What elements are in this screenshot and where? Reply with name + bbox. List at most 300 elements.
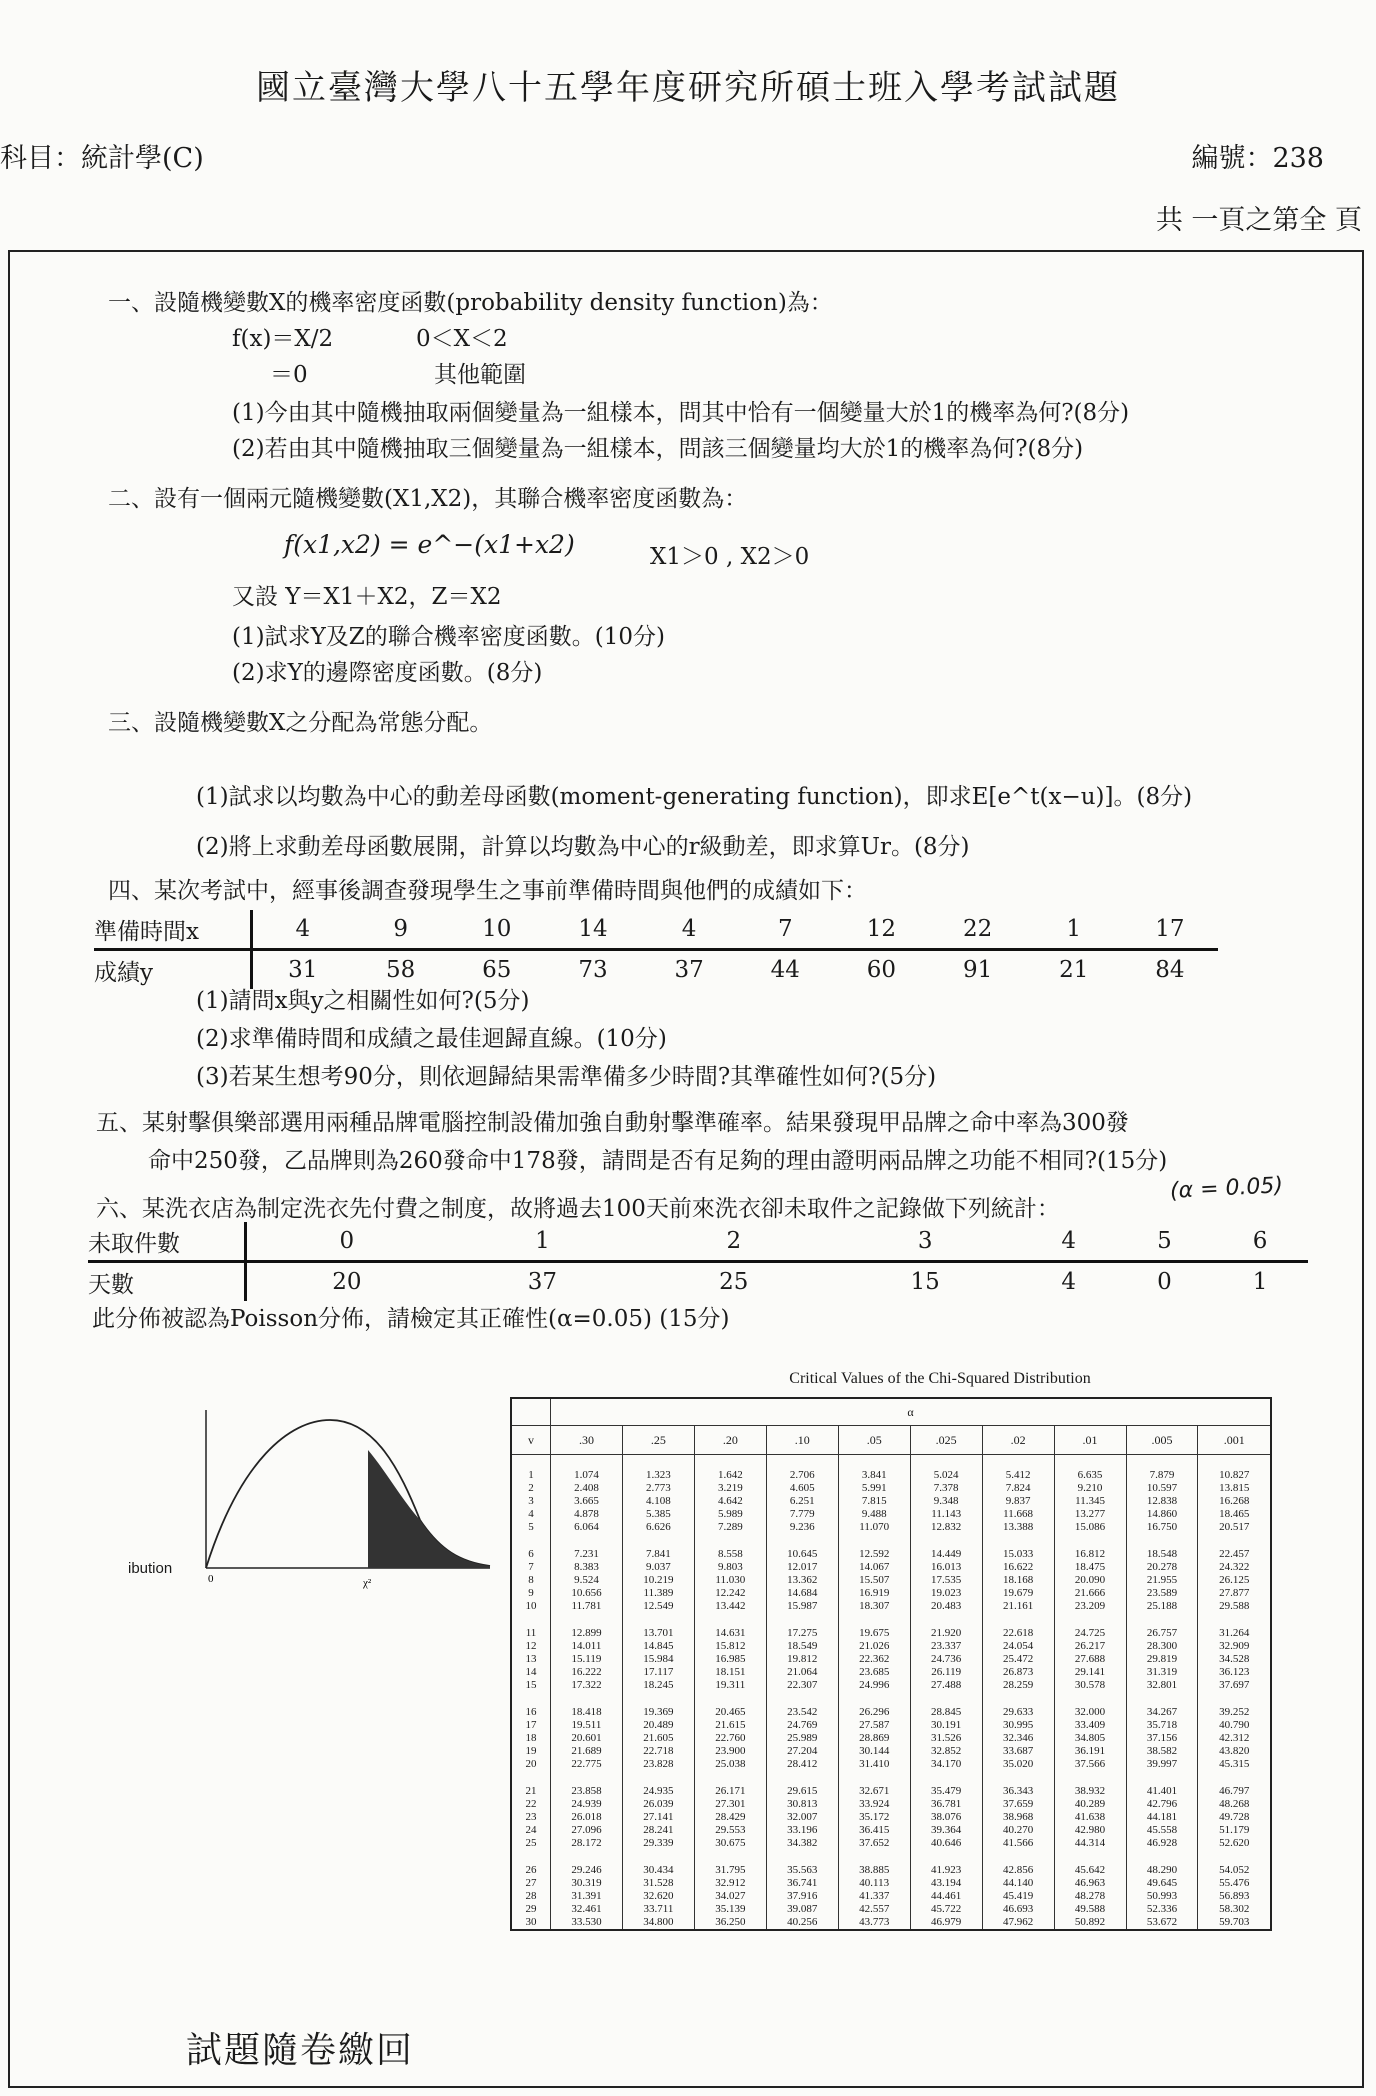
alpha-header: .30 [551,1426,623,1455]
table-cell: 21.161 [982,1600,1054,1613]
table-cell: 32.620 [622,1890,694,1903]
table-cell: 40.646 [910,1837,982,1850]
q2-part1: (1)試求Y及Z的聯合機率密度函數。(10分) [232,624,665,650]
table-cell: 37.566 [1054,1758,1126,1771]
table-cell: 44.140 [982,1877,1054,1890]
table-cell: 38.076 [910,1811,982,1824]
table-cell: 30.813 [766,1798,838,1811]
table-cell: 9.488 [838,1508,910,1521]
table-cell: 14 [545,910,641,950]
table-cell: 15.119 [551,1653,623,1666]
table-cell: 49.645 [1126,1877,1198,1890]
table-cell: 45.315 [1198,1758,1271,1771]
table-cell: 65 [482,957,512,983]
table-cell: 45.722 [910,1903,982,1916]
table-cell: 21.615 [694,1719,766,1732]
df-cell: 13 [511,1653,551,1666]
table-cell: 10.219 [622,1574,694,1587]
table-cell: 23.542 [766,1692,838,1719]
table-row [511,1719,1271,1732]
table-cell: 45.419 [982,1890,1054,1903]
df-cell: 16 [511,1692,551,1719]
table-cell: 25.038 [694,1758,766,1771]
table-cell: 29.246 [551,1850,623,1877]
table-cell: 29.553 [694,1824,766,1837]
table-cell: 18.548 [1126,1534,1198,1561]
table-cell: 29.633 [982,1692,1054,1719]
table-cell: 33.409 [1054,1719,1126,1732]
table-row [511,1613,1271,1640]
table-row [511,1916,1271,1930]
table-cell: 17.117 [622,1666,694,1679]
table-cell: 37.697 [1198,1679,1271,1692]
table-cell: 32.007 [766,1811,838,1824]
table-cell: 44.314 [1054,1837,1126,1850]
q2-formula: f(x1,x2) = e^−(x1+x2) [284,530,575,559]
table-row [511,1745,1271,1758]
table-cell: 36.415 [838,1824,910,1837]
table-cell: 30.144 [838,1745,910,1758]
table-cell: 42.856 [982,1850,1054,1877]
table-cell: 46.797 [1198,1771,1271,1798]
table-cell: 28.845 [910,1692,982,1719]
table-row [511,1692,1271,1719]
table-cell: 6.064 [551,1521,623,1534]
q1-part2: (2)若由其中隨機抽取三個變量為一組樣本，問該三個變量均大於1的機率為何?(8分) [232,436,1084,462]
table-cell: 22.362 [838,1653,910,1666]
table-cell: 1.323 [622,1455,694,1483]
df-cell: 12 [511,1640,551,1653]
table-cell: 16.750 [1126,1521,1198,1534]
df-cell: 1 [511,1455,551,1483]
table-cell: 41.401 [1126,1771,1198,1798]
table-row [511,1771,1271,1798]
table-cell: 27.688 [1054,1653,1126,1666]
table-cell: 39.087 [766,1903,838,1916]
table-cell: 20.278 [1126,1561,1198,1574]
table-cell: 17.322 [551,1679,623,1692]
table-cell: 23.589 [1126,1587,1198,1600]
table-cell: 49.588 [1054,1903,1126,1916]
table-cell: 8.383 [551,1561,623,1574]
table-cell: 37.916 [766,1890,838,1903]
table-cell: 7.378 [910,1482,982,1495]
table-cell: 3 [829,1222,1020,1262]
table-cell: 28.241 [622,1824,694,1837]
chi-squared-curve-figure [120,1400,500,1600]
alpha-header: .05 [838,1426,910,1455]
table-cell: 28.172 [551,1837,623,1850]
table-cell: 4.878 [551,1508,623,1521]
q4-stem: 四、某次考試中，經事後調查發現學生之事前準備時間與他們的成績如下： [108,878,867,904]
table-cell: 28.259 [982,1679,1054,1692]
table-cell: 36.250 [694,1916,766,1930]
figure-caption-fragment: ibution [128,1560,173,1577]
table-cell: 15.033 [982,1534,1054,1561]
table-cell: 46.979 [910,1916,982,1930]
table-cell: 18.307 [838,1600,910,1613]
table-cell: 29.141 [1054,1666,1126,1679]
table-cell: 36.123 [1198,1666,1271,1679]
table-cell: 16.919 [838,1587,910,1600]
table-cell: 15.984 [622,1653,694,1666]
return-notice: 試題隨卷繳回 [186,2030,415,2071]
alpha-header: .02 [982,1426,1054,1455]
table-cell: 5.991 [838,1482,910,1495]
table-cell: 46.963 [1054,1877,1126,1890]
table-cell: 48.278 [1054,1890,1126,1903]
table-cell: 21.026 [838,1640,910,1653]
table-cell: 18.418 [551,1692,623,1719]
table-cell: 39.252 [1198,1692,1271,1719]
table-cell: 15.812 [694,1640,766,1653]
table-cell: 12.899 [551,1613,623,1640]
table-cell: 0 [1157,1269,1172,1295]
table-cell: 37 [674,957,704,983]
table-cell: 10.827 [1198,1455,1271,1483]
table-cell: 19.023 [910,1587,982,1600]
table-cell: 24.725 [1054,1613,1126,1640]
table-cell: 21.666 [1054,1587,1126,1600]
table-cell: 38.582 [1126,1745,1198,1758]
q6-row-counts-label: 未取件數 [88,1222,246,1262]
table-cell: 43.820 [1198,1745,1271,1758]
table-cell: 14.067 [838,1561,910,1574]
table-cell: 28.412 [766,1758,838,1771]
alpha-header: .001 [1198,1426,1271,1455]
table-cell: 14.449 [910,1534,982,1561]
table-cell: 11.668 [982,1508,1054,1521]
table-cell: 37.156 [1126,1732,1198,1745]
table-cell: 12.549 [622,1600,694,1613]
table-cell: 25 [719,1269,749,1295]
table-row [511,1482,1271,1495]
table-cell: 48.268 [1198,1798,1271,1811]
table-cell: 11.143 [910,1508,982,1521]
table-row [511,1534,1271,1561]
table-cell: 35.718 [1126,1719,1198,1732]
table-cell: 39.364 [910,1824,982,1837]
table-cell: 11.389 [622,1587,694,1600]
table-cell: 35.479 [910,1771,982,1798]
table-cell: 14.684 [766,1587,838,1600]
table-cell: 19.679 [982,1587,1054,1600]
table-cell: 5.412 [982,1455,1054,1483]
df-cell: 26 [511,1850,551,1877]
table-cell: 1 [1026,910,1122,950]
table-cell: 27.877 [1198,1587,1271,1600]
table-cell: 45.642 [1054,1850,1126,1877]
table-cell: 16.222 [551,1666,623,1679]
table-cell: 7.231 [551,1534,623,1561]
table-row [511,1758,1271,1771]
table-cell: 23.209 [1054,1600,1126,1613]
table-cell: 40.256 [766,1916,838,1930]
table-cell: 20.489 [622,1719,694,1732]
table-cell: 21.920 [910,1613,982,1640]
table-row [511,1732,1271,1745]
table-cell: 10 [449,910,545,950]
table-cell: 40.113 [838,1877,910,1890]
table-cell: 20.465 [694,1692,766,1719]
table-cell: 43.194 [910,1877,982,1890]
table-cell: 9.037 [622,1561,694,1574]
table-cell: 18.465 [1198,1508,1271,1521]
table-cell: 7.289 [694,1521,766,1534]
q1-part1: (1)今由其中隨機抽取兩個變量為一組樣本，問其中恰有一個變量大於1的機率為何?(8分) [232,400,1130,426]
table-cell: 31.391 [551,1890,623,1903]
table-cell: 12 [833,910,929,950]
q4-row-x-label: 準備時間x [94,910,252,950]
table-cell: 32.000 [1054,1692,1126,1719]
table-cell: 6.251 [766,1495,838,1508]
table-cell: 14.860 [1126,1508,1198,1521]
table-row [511,1653,1271,1666]
q6-data-table [88,1222,1308,1301]
table-cell: 27.204 [766,1745,838,1758]
table-cell: 32.912 [694,1877,766,1890]
table-cell: 14.845 [622,1640,694,1653]
df-cell: 2 [511,1482,551,1495]
q1-stem: 一、設隨機變數X的機率密度函數(probability density function)為： [108,290,833,316]
table-cell: 25.472 [982,1653,1054,1666]
table-cell: 5 [1117,1222,1213,1262]
table-cell: 32.852 [910,1745,982,1758]
table-cell: 13.277 [1054,1508,1126,1521]
table-cell: 73 [578,957,608,983]
table-cell: 36.781 [910,1798,982,1811]
table-cell: 51.179 [1198,1824,1271,1837]
table-cell: 26.039 [622,1798,694,1811]
origin-label: 0 [208,1573,214,1585]
df-cell: 27 [511,1877,551,1890]
alpha-header: .20 [694,1426,766,1455]
table-cell: 15.987 [766,1600,838,1613]
table-cell: 1 [1252,1269,1268,1295]
table-cell: 53.672 [1126,1916,1198,1930]
table-cell: 52.336 [1126,1903,1198,1916]
table-row [511,1850,1271,1877]
table-row [511,1508,1271,1521]
table-cell: 11.781 [551,1600,623,1613]
table-cell: 27.488 [910,1679,982,1692]
table-cell: 18.168 [982,1574,1054,1587]
table-row [511,1903,1271,1916]
table-cell: 46.928 [1126,1837,1198,1850]
table-cell: 12.242 [694,1587,766,1600]
df-cell: 5 [511,1521,551,1534]
table-cell: 32.909 [1198,1640,1271,1653]
table-cell: 10.645 [766,1534,838,1561]
table-cell: 55.476 [1198,1877,1271,1890]
table-row [511,1521,1271,1534]
table-cell: 20.517 [1198,1521,1271,1534]
table-cell: 40.790 [1198,1719,1271,1732]
rejection-region [368,1450,490,1568]
table-cell: 20.090 [1054,1574,1126,1587]
table-cell: 26.125 [1198,1574,1271,1587]
table-cell: 31.410 [838,1758,910,1771]
table-cell: 30.578 [1054,1679,1126,1692]
table-cell: 7.879 [1126,1455,1198,1483]
table-cell: 40.270 [982,1824,1054,1837]
table-cell: 34.027 [694,1890,766,1903]
table-cell: 34.382 [766,1837,838,1850]
q4-part3: (3)若某生想考90分，則依迴歸結果需準備多少時間?其準確性如何?(5分) [196,1064,937,1090]
table-cell: 36.741 [766,1877,838,1890]
table-cell: 30.434 [622,1850,694,1877]
table-row [511,1587,1271,1600]
table-cell: 35.139 [694,1903,766,1916]
table-cell: 11.030 [694,1574,766,1587]
table-cell: 4 [1021,1222,1117,1262]
table-cell: 24.769 [766,1719,838,1732]
blank-header [511,1398,551,1426]
table-row [511,1798,1271,1811]
table-cell: 15.507 [838,1574,910,1587]
table-cell: 1 [447,1222,638,1262]
table-cell: 12.592 [838,1534,910,1561]
df-cell: 15 [511,1679,551,1692]
df-cell: 22 [511,1798,551,1811]
table-cell: 35.563 [766,1850,838,1877]
table-row [511,1495,1271,1508]
table-cell: 23.828 [622,1758,694,1771]
table-cell: 9.236 [766,1521,838,1534]
table-cell: 6 [1212,1222,1308,1262]
table-cell: 9.210 [1054,1482,1126,1495]
table-cell: 91 [962,957,993,983]
table-cell: 7.841 [622,1534,694,1561]
table-cell: 60 [866,957,897,983]
table-cell: 37.659 [982,1798,1054,1811]
table-cell: 18.549 [766,1640,838,1653]
table-cell: 38.932 [1054,1771,1126,1798]
table-cell: 29.588 [1198,1600,1271,1613]
table-cell: 13.388 [982,1521,1054,1534]
table-cell: 50.892 [1054,1916,1126,1930]
table-cell: 37.652 [838,1837,910,1850]
table-cell: 58.302 [1198,1903,1271,1916]
table-cell: 34.805 [1054,1732,1126,1745]
df-cell: 9 [511,1587,551,1600]
table-cell: 41.923 [910,1850,982,1877]
table-cell: 30.995 [982,1719,1054,1732]
table-cell: 31.526 [910,1732,982,1745]
table-cell: 32.801 [1126,1679,1198,1692]
table-cell: 84 [1155,957,1185,983]
table-row [511,1837,1271,1850]
table-cell: 24.939 [551,1798,623,1811]
alpha-header: .25 [622,1426,694,1455]
table-cell: 24.736 [910,1653,982,1666]
table-cell: 35.020 [982,1758,1054,1771]
table-cell: 16.812 [1054,1534,1126,1561]
table-cell: 26.018 [551,1811,623,1824]
table-cell: 15.086 [1054,1521,1126,1534]
table-row [511,1890,1271,1903]
table-cell: 14.011 [551,1640,623,1653]
df-cell: 11 [511,1613,551,1640]
chi-table-title: Critical Values of the Chi-Squared Distribution [789,1370,1091,1387]
table-cell: 34.800 [622,1916,694,1930]
table-cell: 18.151 [694,1666,766,1679]
table-cell: 36.343 [982,1771,1054,1798]
table-row [511,1679,1271,1692]
q1-f2: ＝0 [270,362,308,388]
table-cell: 9 [353,910,449,950]
table-cell: 11.345 [1054,1495,1126,1508]
table-cell: 19.511 [551,1719,623,1732]
table-cell: 1.074 [551,1455,623,1483]
df-cell: 17 [511,1719,551,1732]
table-cell: 45.558 [1126,1824,1198,1837]
table-cell: 31.319 [1126,1666,1198,1679]
table-cell: 22.718 [622,1745,694,1758]
table-cell: 17 [1122,910,1218,950]
table-cell: 2.773 [622,1482,694,1495]
q4-part1: (1)請問x與y之相關性如何?(5分) [196,988,530,1014]
table-cell: 21.689 [551,1745,623,1758]
alpha-header-row [511,1398,1271,1426]
table-row [511,1574,1271,1587]
table-cell: 27.301 [694,1798,766,1811]
table-cell: 21.064 [766,1666,838,1679]
table-cell: 4.605 [766,1482,838,1495]
q3-part1: (1)試求以均數為中心的動差母函數(moment-generating function)，即求E[e^t(x−u)]。(8分) [196,784,1193,810]
table-cell: 22.775 [551,1758,623,1771]
df-cell: 29 [511,1903,551,1916]
table-cell: 32.346 [982,1732,1054,1745]
q4-part2: (2)求準備時間和成績之最佳迴歸直線。(10分) [196,1026,667,1052]
table-cell: 6.635 [1054,1455,1126,1483]
table-cell: 26.873 [982,1666,1054,1679]
df-cell: 14 [511,1666,551,1679]
table-cell: 5.024 [910,1455,982,1483]
table-cell: 31.795 [694,1850,766,1877]
table-cell: 42.557 [838,1903,910,1916]
table-cell: 31.528 [622,1877,694,1890]
table-cell: 21.955 [1126,1574,1198,1587]
table-cell: 24.935 [622,1771,694,1798]
alpha-header: .025 [910,1426,982,1455]
table-cell: 27.587 [838,1719,910,1732]
table-cell: 3.841 [838,1455,910,1483]
table-cell: 14.631 [694,1613,766,1640]
table-row [511,1666,1271,1679]
q6-row-days [88,1262,1308,1302]
table-cell: 13.362 [766,1574,838,1587]
df-cell: 24 [511,1824,551,1837]
table-cell: 43.773 [838,1916,910,1930]
q5-line2: 命中250發，乙品牌則為260發命中178發，請問是否有足夠的理由證明兩品牌之功能不相同?(15分) [148,1148,1168,1174]
table-cell: 4 [252,910,353,950]
table-cell: 9.837 [982,1495,1054,1508]
table-cell: 13.815 [1198,1482,1271,1495]
table-cell: 12.838 [1126,1495,1198,1508]
df-cell: 25 [511,1837,551,1850]
q6-row-days-label: 天數 [88,1262,246,1302]
table-cell: 1.642 [694,1455,766,1483]
table-cell: 33.530 [551,1916,623,1930]
table-cell: 41.566 [982,1837,1054,1850]
table-cell: 3.665 [551,1495,623,1508]
alpha-values-row [511,1426,1271,1455]
table-cell: 2.408 [551,1482,623,1495]
table-cell: 10.656 [551,1587,623,1600]
table-cell: 22.457 [1198,1534,1271,1561]
df-cell: 4 [511,1508,551,1521]
